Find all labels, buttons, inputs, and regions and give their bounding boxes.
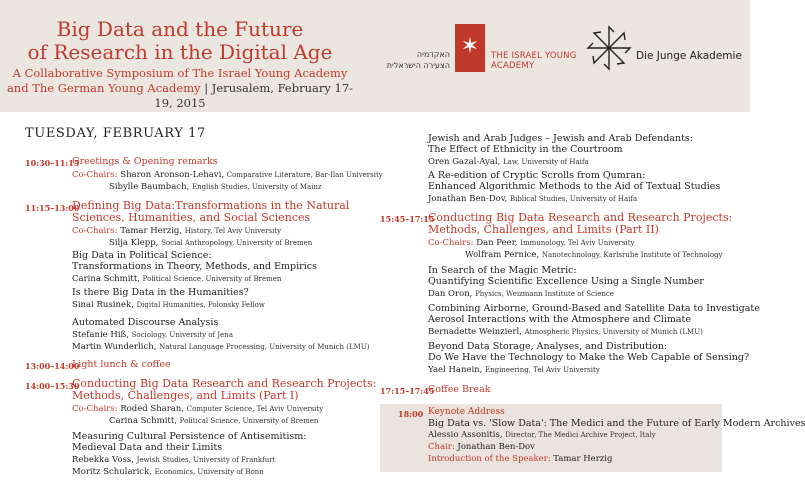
talk-item: Automated Discourse Analysis Stefanie Hiß, Sociology, University of Jena Martin Wunderlich, Natural Language Processing, University of Munich (LMU) [72,317,370,352]
talk-item: Beyond Data Storage, Analyses, and Distribution: Do We Have the Technology to Make the Web Capable of Sensing? Yael Hanein, Engineering, Tel Aviv University [428,341,750,375]
session-time: 10:30–11:15 [25,158,80,168]
session-time: 14:00–15:30 [25,381,80,391]
dja-logo-text: Die Junge Akademie [636,50,742,62]
session-time: 17:15–17:45 [380,386,435,396]
session-title: Conducting Big Data Research and Research Projects: [72,377,377,390]
keynote-label: Keynote Address [428,407,505,417]
session-greetings: Greetings & Opening remarks Co-Chairs: Sharon Aronson-Lehavi, Comparative Literature, Bar-Ilan University Sibylle Baumbach, English Studies, University of Mainz [72,156,383,192]
talk-item: Big Data in Political Science: Transformations in Theory, Methods, and Empirics Carina Schmitt, Political Science, University of Bremen [72,250,317,284]
event-title-line1: Big Data and the Future [56,17,304,41]
keynote-title: Big Data vs. 'Slow Data': The Medici and the Future of Early Modern Archives [428,418,805,429]
session-title: Defining Big Data:Transformations in the Natural [72,199,350,212]
talk-item: Jewish and Arab Judges – Jewish and Arab Defendants: The Effect of Ethnicity in the Courtroom Oren Gazal-Ayal, Law, University of Haifa [428,133,693,167]
event-subtitle-line1: A Collaborative Symposium of The Israel Young Academy [12,66,348,80]
header-banner [0,0,750,112]
session-conducting-part1: Conducting Big Data Research and Research Projects: Methods, Challenges, and Limits (Part I) Co-Chairs: Roded Sharan, Computer Science, Tel Aviv University Carina Schmitt, Political Science, University of Bremen [72,377,377,426]
star-icon: ✶ [460,34,480,59]
keynote-address: Keynote Address Big Data vs. 'Slow Data': The Medici and the Future of Early Modern Archives Alessio Assonitis, Director, The Medici Archive Project, Italy Chair: Jonathan Ben-Dov Introduction of the Speaker: Tamar Herzig [428,407,805,464]
iya-logo-english: THE ISRAEL YOUNG ACADEMY [491,51,577,71]
die-junge-akademie-logo-icon [585,24,633,72]
session-time: 11:15–13:00 [25,203,80,213]
talk-item: In Search of the Magic Metric: Quantifying Scientific Excellence Using a Single Number Dan Oron, Physics, Weizmann Institute of Science [428,265,704,299]
talk-item: A Re-edition of Cryptic Scrolls from Qumran: Enhanced Algorithmic Methods to the Aid of Textual Studies Jonathan Ben-Dov, Biblical Studies, University of Haifa [428,170,721,204]
session-time: 13:00–14:00 [25,361,80,371]
session-coffee-break: Coffee Break [428,384,491,395]
session-title: Conducting Big Data Research and Research Projects: [428,211,733,224]
session-lunch: Light lunch & coffee [72,359,171,370]
event-place-date: Jerusalem, February 17-19, 2015 [154,81,354,110]
session-title: Greetings & Opening remarks [72,156,218,167]
session-time: 18:00 [398,409,424,419]
talk-item: Combining Airborne, Ground-Based and Satellite Data to Investigate Aerosol Interactions with the Atmosphere and Climate Bernadette Weinzierl, Atmospheric Physics, University of Munich (LMU) [428,303,760,337]
israel-young-academy-logo [455,24,485,72]
session-time: 15:45–17:15 [380,214,435,224]
event-title-line2: of Research in the Digital Age [27,40,333,64]
session-conducting-part2: Conducting Big Data Research and Research Projects: Methods, Challenges, and Limits (Part II) Co-Chairs: Dan Peer, Immunology, Tel Aviv University Wolfram Pernice, Nanotechnology, Karlsruhe Institute of Technology [428,211,733,260]
iya-logo-hebrew: האקדמיה הצעירה הישראלית [386,50,450,70]
session-defining-big-data: Defining Big Data:Transformations in the Natural Sciences, Humanities, and Social Sciences Co-Chairs: Tamar Herzig, History, Tel Aviv University Silja Klepp, Social Anthropology, University of Bremen [72,199,350,248]
talk-item: Is there Big Data in the Humanities? Sinai Rusinek, Digital Humanities, Polonsky Fellow [72,287,265,310]
event-subtitle-line2: and The German Young Academy | Jerusalem, February 17-19, 2015 [6,81,354,110]
day-heading: TUESDAY, FEBRUARY 17 [25,126,206,141]
talk-item: Measuring Cultural Persistence of Antisemitism: Medieval Data and their Limits Rebekka Voss, Jewish Studies, University of Frankfurt Moritz Schularick, Economics, University of Bonn [72,431,307,477]
